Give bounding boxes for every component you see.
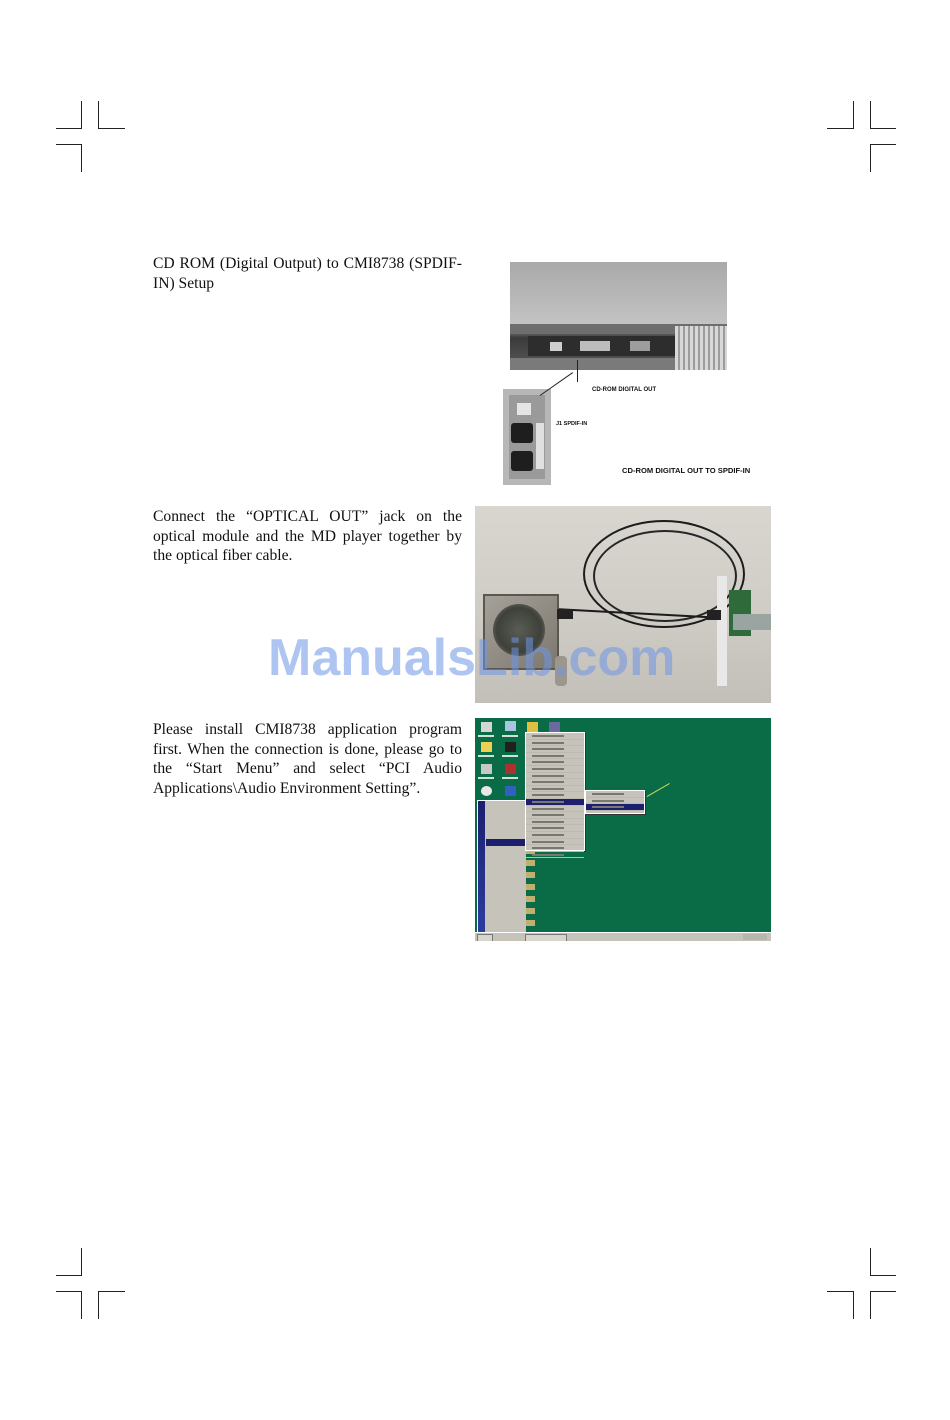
desktop-icon [549, 722, 560, 732]
desktop-icon [505, 764, 516, 774]
cdrom-drive-photo [510, 262, 727, 370]
desktop-icon [527, 722, 538, 732]
manualslib-watermark: ManualsLib.com [268, 629, 676, 687]
desktop-icon [505, 742, 516, 752]
desktop-icon [481, 786, 492, 796]
figure-caption: CD-ROM DIGITAL OUT TO SPDIF-IN [622, 466, 751, 475]
windows-start-menu-screenshot [475, 718, 771, 941]
callout-cdrom-digital-out: CD-ROM DIGITAL OUT [592, 387, 657, 393]
pci-audio-submenu[interactable] [585, 790, 645, 814]
desktop-icon [505, 786, 516, 796]
programs-submenu[interactable] [525, 732, 585, 851]
desktop-icon [481, 764, 492, 774]
desktop-icon [481, 722, 492, 732]
section-3-text: Please install CMI8738 application program first. When the connection is done, please go to the “Start Menu” and select “PCI Audio Applications\Audio Environment Setting”. [153, 721, 462, 797]
section-2-text: Connect the “OPTICAL OUT” jack on the optical module and the MD player together by the optical fiber cable. [153, 508, 462, 565]
pointer-arrow [647, 783, 670, 797]
start-menu[interactable] [477, 800, 527, 934]
section-1-text: CD ROM (Digital Output) to CMI8738 (SPDIF-IN) Setup [153, 255, 462, 292]
callout-spdif-in: J1 SPDIF-IN [556, 421, 588, 427]
start-button[interactable] [477, 934, 493, 941]
taskbar-button[interactable] [525, 934, 567, 941]
spdif-board-photo [503, 389, 551, 485]
desktop-icon [505, 721, 516, 731]
taskbar [475, 932, 771, 941]
desktop-icon [481, 742, 492, 752]
system-tray [743, 934, 767, 940]
